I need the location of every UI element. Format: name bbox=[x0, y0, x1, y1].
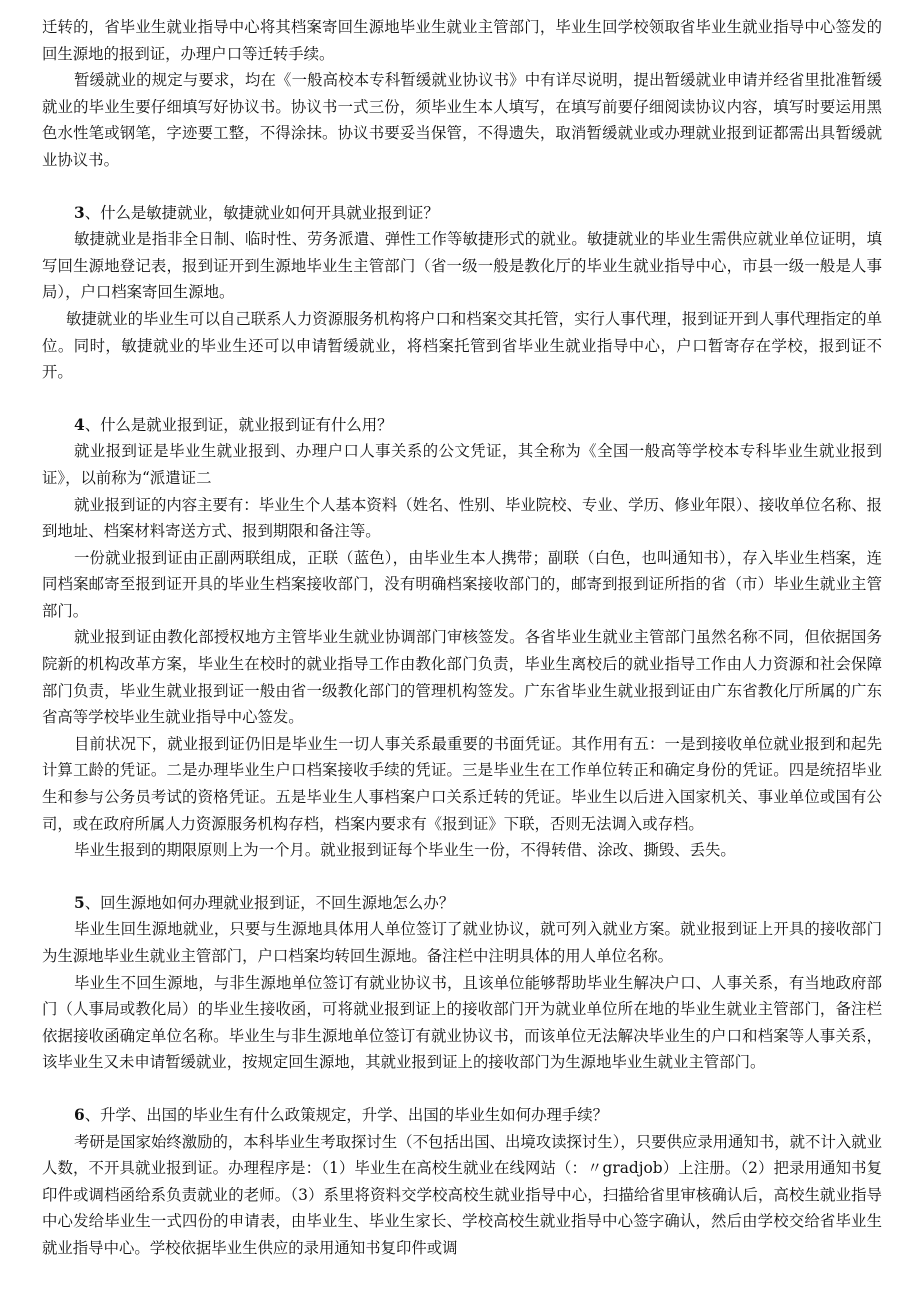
question-text: 、什么是敏捷就业，敏捷就业如何开具就业报到证？ bbox=[84, 203, 439, 222]
question-heading bbox=[42, 1102, 882, 1129]
paragraph: 一份就业报到证由正副两联组成，正联（蓝色），由毕业生本人携带；副联（白色，也叫通知书），存入毕业生档案，连同档案邮寄至报到证开具的毕业生档案接收部门，没有明确档案接收部门的，邮寄到报到证所指的省（市）毕业生就业主管部门。 bbox=[42, 548, 882, 620]
question-heading bbox=[42, 200, 882, 227]
paragraph: 敏捷就业是指非全日制、临时性、劳务派遣、弹性工作等敏捷形式的就业。敏捷就业的毕业生需供应就业单位证明，填写回生源地登记表，报到证开到生源地毕业生主管部门（省一级一般是教化厅的毕业生就业指导中心，市县一级一般是人事局），户口档案寄回生源地。 bbox=[42, 230, 882, 302]
paragraph: 就业报到证的内容主要有：毕业生个人基本资料（姓名、性别、毕业院校、专业、学历、修业年限）、接收单位名称、报到地址、档案材料寄送方式、报到期限和备注等。 bbox=[42, 495, 883, 541]
paragraph: 迁转的，省毕业生就业指导中心将其档案寄回生源地毕业生就业主管部门，毕业生回学校领取省毕业生就业指导中心签发的回生源地的报到证，办理户口等迁转手续。 bbox=[42, 18, 882, 63]
paragraph: 毕业生报到的期限原则上为一个月。就业报到证每个毕业生一份，不得转借、涂改、撕毁、丢失。 bbox=[74, 841, 736, 860]
question-heading bbox=[42, 890, 882, 917]
paragraph: 敏捷就业的毕业生可以自己联系人力资源服务机构将户口和档案交其托管，实行人事代理，报到证开到人事代理指定的单位。同时，敏捷就业的毕业生还可以申请暂缓就业，将档案托管到省毕业生就业指导中心，户口暂寄存在学校，报到证不开。 bbox=[42, 309, 882, 382]
paragraph: 目前状况下，就业报到证仍旧是毕业生一切人事关系最重要的书面凭证。其作用有五：一是到接收单位就业报到和起先计算工龄的凭证。二是办理毕业生户口档案接收手续的凭证。三是毕业生在工作单位转正和确定身份的凭证。四是统招毕业生和参与公务员考试的资格凭证。五是毕业生人事档案户口关系迁转的凭证。毕业生以后进入国家机关、事业单位或国有公司，或在政府所属人力资源服务机构存档，档案内要求有《报到证》下联，否则无法调入或存档。 bbox=[42, 734, 882, 833]
paragraph: 就业报到证是毕业生就业报到、办理户口人事关系的公文凭证，其全称为《全国一般高等学校本专科毕业生就业报到证》，以前称为“派遣证二 bbox=[42, 442, 882, 487]
paragraph: 暂缓就业的规定与要求，均在《一般高校本专科暂缓就业协议书》中有详尽说明，提出暂缓就业申请并经省里批准暂缓就业的毕业生要仔细填写好协议书。协议书一式三份，须毕业生本人填写，在填写前要仔细阅读协议内容，填写时要运用黑色水性笔或钢笔，字迹要工整，不得涂抹。协议书要妥当保管，不得遗失，取消暂缓就业或办理就业报到证都需出具暂缓就业协议书。 bbox=[42, 71, 882, 169]
paragraph: 毕业生不回生源地，与非生源地单位签订有就业协议书，且该单位能够帮助毕业生解决户口、人事关系，有当地政府部门（人事局或教化局）的毕业生接收函，可将就业报到证上的接收部门开为就业单位所在地的毕业生就业主管部门，备注栏依据接收函确定单位名称。毕业生与非生源地单位签订有就业协议书，而该单位无法解决毕业生的户口和档案等人事关系，该毕业生又未申请暂缓就业，按规定回生源地，其就业报到证上的接收部门为生源地毕业生就业主管部门。 bbox=[42, 973, 882, 1072]
question-heading bbox=[42, 412, 882, 439]
question-text: 、升学、出国的毕业生有什么政策规定，升学、出国的毕业生如何办理手续？ bbox=[84, 1105, 609, 1124]
paragraph: 考研是国家始终激励的，本科毕业生考取探讨生（不包括出国、出境攻读探讨生），只要供应录用通知书，就不计入就业人数，不开具就业报到证。办理程序是：（1）毕业生在高校生就业在线网站（：〃gradjob）上注册。（2）把录用通知书复印件或调档函给系负责就业的老师。（3）系里将资料交学校高校生就业指导中心，扫描给省里审核确认后，高校生就业指导中心发给毕业生一式四份的申请表，由毕业生、毕业生家长、学校高校生就业指导中心签字确认，然后由学校交给省毕业生就业指导中心。学校依据毕业生供应的录用通知书复印件或调 bbox=[42, 1132, 883, 1257]
question-number: 4 bbox=[74, 415, 85, 434]
question-number: 3 bbox=[74, 203, 85, 222]
paragraph: 毕业生回生源地就业，只要与生源地具体用人单位签订了就业协议，就可列入就业方案。就业报到证上开具的接收部门为生源地毕业生就业主管部门，户口档案均转回生源地。备注栏中注明具体的用人单位名称。 bbox=[42, 920, 882, 965]
document-page bbox=[42, 14, 882, 1262]
question-number: 5 bbox=[74, 893, 85, 912]
question-text: 、回生源地如何办理就业报到证，不回生源地怎么办？ bbox=[84, 893, 455, 912]
question-text: 、什么是就业报到证，就业报到证有什么用？ bbox=[84, 415, 393, 434]
question-number: 6 bbox=[74, 1105, 85, 1124]
paragraph: 就业报到证由教化部授权地方主管毕业生就业协调部门审核签发。各省毕业生就业主管部门虽然名称不同，但依据国务院新的机构改革方案，毕业生在校时的就业指导工作由教化部门负责，毕业生离校后的就业指导工作由人力资源和社会保障部门负责，毕业生就业报到证一般由省一级教化部门的管理机构签发。广东省毕业生就业报到证由广东省教化厅所属的广东省高等学校毕业生就业指导中心签发。 bbox=[42, 628, 882, 727]
